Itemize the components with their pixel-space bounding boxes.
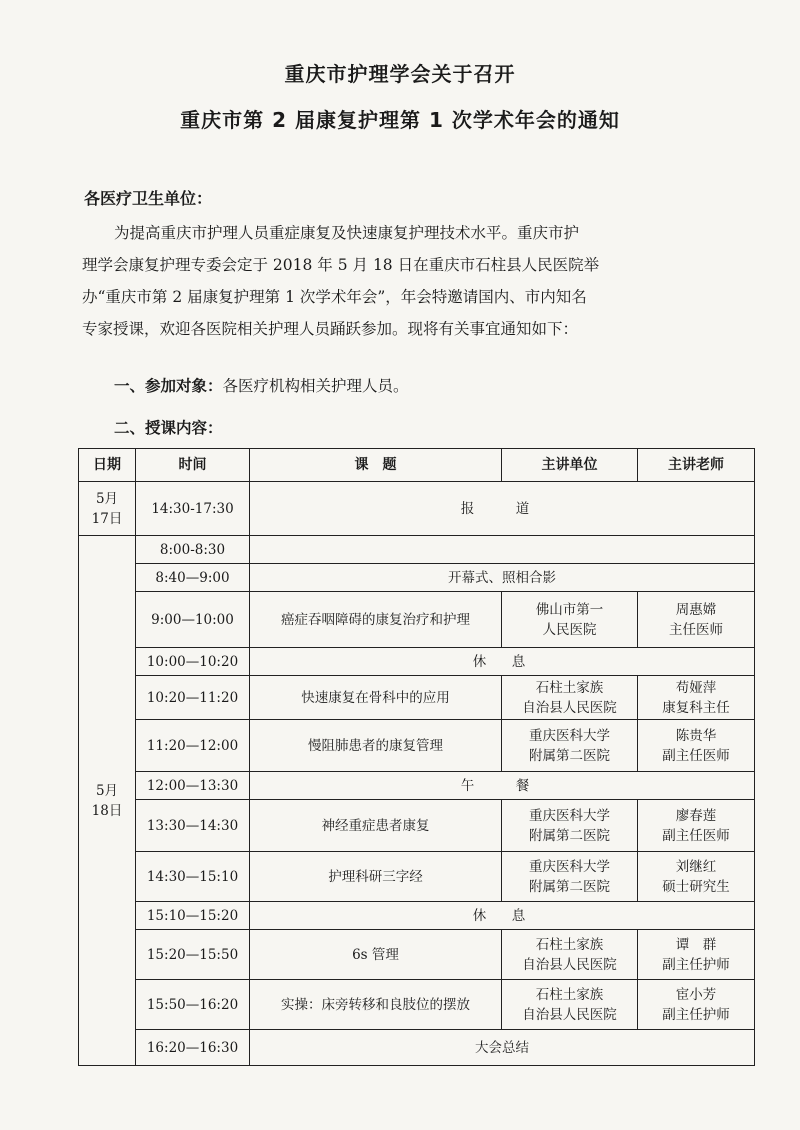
unit-line-1: 重庆医科大学 (529, 858, 610, 875)
teacher-cell (638, 980, 755, 1030)
table-row (79, 720, 755, 772)
unit-line-2: 附属第二医院 (529, 827, 610, 844)
unit-line-2: 自治县人民医院 (522, 956, 617, 973)
unit-line-1: 重庆医科大学 (529, 727, 610, 744)
section-participants (114, 374, 409, 396)
topic-cell: 护理科研三字经 (250, 852, 502, 902)
time-cell: 8:40—9:00 (136, 564, 250, 592)
table-row (79, 592, 755, 648)
header-unit: 主讲单位 (502, 449, 638, 482)
time-cell: 15:10—15:20 (136, 902, 250, 930)
table-row (79, 1030, 755, 1066)
unit-cell (502, 980, 638, 1030)
topic-cell: 癌症吞咽障碍的康复治疗和护理 (250, 592, 502, 648)
teacher-title: 硕士研究生 (662, 878, 730, 895)
unit-cell (502, 852, 638, 902)
topic-cell: 休 息 (250, 902, 755, 930)
table-row (79, 676, 755, 720)
unit-cell (502, 676, 638, 720)
teacher-title: 副主任护师 (662, 956, 730, 973)
time-cell: 14:30-17:30 (136, 482, 250, 536)
intro-line-4: 专家授课，欢迎各医院相关护理人员踊跃参加。现将有关事宜通知如下： (82, 320, 579, 338)
unit-cell (502, 720, 638, 772)
section-1-text: 各医疗机构相关护理人员。 (222, 377, 409, 395)
teacher-name: 周惠嫦 (675, 601, 717, 618)
teacher-cell (638, 676, 755, 720)
table-header-row (79, 449, 755, 482)
unit-cell (502, 592, 638, 648)
topic-cell: 休 息 (250, 648, 755, 676)
time-cell: 12:00—13:30 (136, 772, 250, 800)
table-row (79, 648, 755, 676)
teacher-title: 康复科主任 (662, 699, 730, 716)
unit-line-2: 附属第二医院 (529, 747, 610, 764)
topic-cell: 开幕式、照相合影 (250, 564, 755, 592)
time-cell: 14:30—15:10 (136, 852, 250, 902)
table-row (79, 772, 755, 800)
date-day1-month: 5月 (95, 490, 119, 507)
topic-cell: 6s 管理 (250, 930, 502, 980)
topic-cell: 快速康复在骨科中的应用 (250, 676, 502, 720)
teacher-name: 刘继红 (675, 858, 717, 875)
unit-cell (502, 800, 638, 852)
teacher-name: 陈贵华 (675, 727, 717, 744)
date-day1-day: 17日 (91, 510, 123, 527)
topic-cell: 报 道 (250, 482, 755, 536)
unit-line-2: 附属第二医院 (529, 878, 610, 895)
table-row (79, 930, 755, 980)
topic-cell: 大会总结 (250, 1030, 755, 1066)
teacher-name: 宦小芳 (675, 986, 717, 1003)
teacher-cell (638, 592, 755, 648)
unit-cell (502, 930, 638, 980)
schedule-table (78, 448, 755, 1066)
section-content (114, 416, 223, 438)
teacher-cell (638, 852, 755, 902)
unit-line-2: 自治县人民医院 (522, 699, 617, 716)
teacher-name: 谭 群 (675, 936, 717, 953)
intro-line-2: 理学会康复护理专委会定于 2018 年 5 月 18 日在重庆市石柱县人民医院举 (82, 256, 600, 274)
header-teacher: 主讲老师 (638, 449, 755, 482)
table-row (79, 852, 755, 902)
unit-line-1: 石柱土家族 (535, 936, 604, 953)
table-row (79, 800, 755, 852)
unit-line-1: 重庆医科大学 (529, 807, 610, 824)
time-cell: 10:20—11:20 (136, 676, 250, 720)
time-cell: 15:20—15:50 (136, 930, 250, 980)
topic-cell: 慢阻肺患者的康复管理 (250, 720, 502, 772)
topic-cell: 午 餐 (250, 772, 755, 800)
teacher-name: 苟娅萍 (675, 679, 717, 696)
header-topic: 课 题 (250, 449, 502, 482)
teacher-name: 廖春莲 (675, 807, 717, 824)
unit-line-2: 人民医院 (542, 621, 597, 638)
table-row (79, 482, 755, 536)
table-row (79, 980, 755, 1030)
header-date: 日期 (79, 449, 136, 482)
table-row (79, 536, 755, 564)
date-cell-day2 (79, 536, 136, 1066)
teacher-title: 副主任护师 (662, 1006, 730, 1023)
teacher-cell (638, 930, 755, 980)
teacher-cell (638, 720, 755, 772)
teacher-title: 副主任医师 (662, 827, 730, 844)
date-day2-day: 18日 (91, 802, 123, 819)
intro-line-1: 为提高重庆市护理人员重症康复及快速康复护理技术水平。重庆市护 (114, 224, 580, 242)
unit-line-1: 佛山市第一 (535, 601, 604, 618)
section-2-heading: 二、授课内容： (114, 419, 223, 437)
header-time: 时间 (136, 449, 250, 482)
table-row (79, 564, 755, 592)
teacher-title: 主任医师 (669, 621, 723, 638)
topic-cell-empty (250, 536, 755, 564)
date-cell-day1 (79, 482, 136, 536)
intro-line-3: 办“重庆市第 2 届康复护理第 1 次学术年会”，年会特邀请国内、市内知名 (82, 288, 587, 306)
unit-line-1: 石柱土家族 (535, 679, 604, 696)
time-cell: 11:20—12:00 (136, 720, 250, 772)
unit-line-1: 石柱土家族 (535, 986, 604, 1003)
time-cell: 16:20—16:30 (136, 1030, 250, 1066)
time-cell: 15:50—16:20 (136, 980, 250, 1030)
section-1-heading: 一、参加对象： (114, 377, 223, 395)
teacher-cell (638, 800, 755, 852)
time-cell: 9:00—10:00 (136, 592, 250, 648)
doc-title-line-1: 重庆市护理学会关于召开 (284, 62, 516, 86)
teacher-title: 副主任医师 (662, 747, 730, 764)
addressee: 各医疗卫生单位： (84, 189, 213, 208)
table-row (79, 902, 755, 930)
intro-paragraph (82, 217, 702, 345)
unit-line-2: 自治县人民医院 (522, 1006, 617, 1023)
time-cell: 10:00—10:20 (136, 648, 250, 676)
doc-title-line-2: 重庆市第 2 届康复护理第 1 次学术年会的通知 (180, 108, 620, 132)
date-day2-month: 5月 (95, 782, 119, 799)
time-cell: 13:30—14:30 (136, 800, 250, 852)
topic-cell: 实操：床旁转移和良肢位的摆放 (250, 980, 502, 1030)
time-cell: 8:00-8:30 (136, 536, 250, 564)
topic-cell: 神经重症患者康复 (250, 800, 502, 852)
